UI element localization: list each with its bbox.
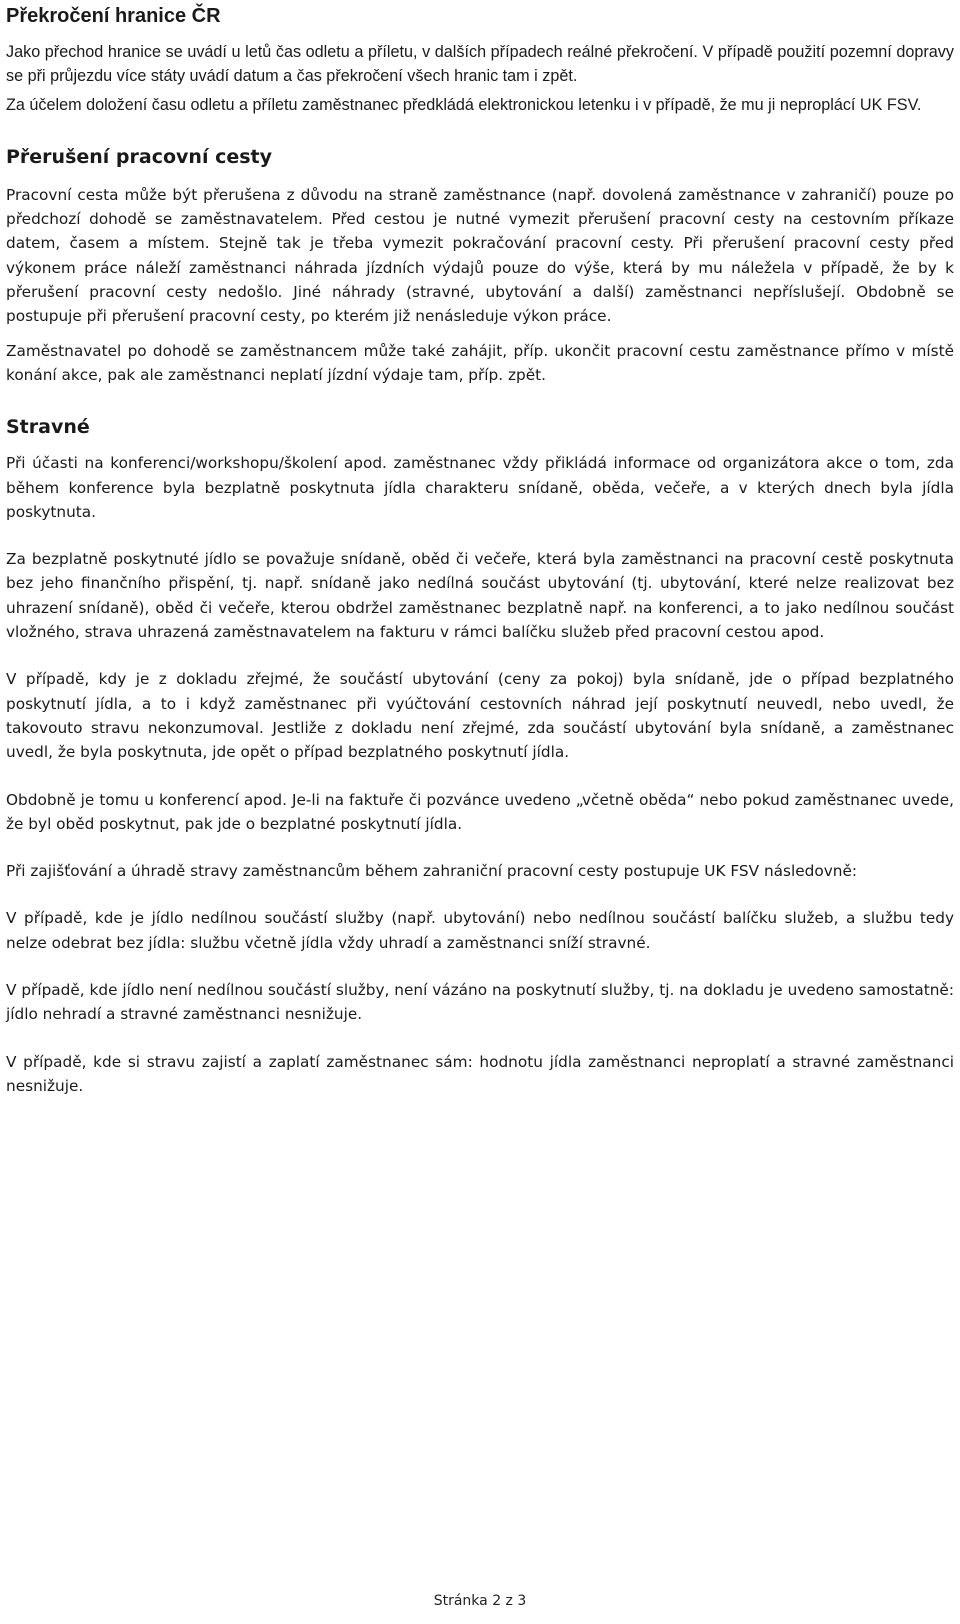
paragraph: Při účasti na konferenci/workshopu/školení apod. zaměstnanec vždy přikládá informace od organizátora akce o tom, zda během konference byla bezplatně poskytnuta jídla charakteru snídaně, oběda, večeře, a v kterých dnech byla jídla poskytnuta. [6, 454, 954, 521]
section-heading: Stravné [6, 416, 90, 439]
paragraph: V případě, kde jídlo není nedílnou součástí služby, není vázáno na poskytnutí služby, tj. na dokladu je uvedeno samostatně: jídlo nehradí a stravné zaměstnanci nesnižuje. [6, 981, 954, 1024]
section-heading: Překročení hranice ČR [6, 5, 221, 27]
paragraph: V případě, kde je jídlo nedílnou součástí služby (např. ubytování) nebo nedílnou součástí balíčku služeb, a službu tedy nelze odebrat bez jídla: službu včetně jídla vždy uhradí a zaměstnanci sníží stravné. [6, 909, 954, 952]
section-meal-allowance [6, 415, 954, 1098]
paragraph: V případě, kde si stravu zajistí a zaplatí zaměstnanec sám: hodnotu jídla zaměstnanci neproplatí a stravné zaměstnanci nesnižuje. [6, 1052, 954, 1095]
section-border-crossing [6, 4, 954, 117]
paragraph: Jako přechod hranice se uvádí u letů čas odletu a příletu, v dalších případech reálné překročení. V případě použití pozemní dopravy se při průjezdu více státy uvádí datum a čas překročení všech hranic tam i zpět. [6, 43, 954, 86]
page-number: Stránka 2 z 3 [433, 1593, 527, 1609]
paragraph: Pracovní cesta může být přerušena z důvodu na straně zaměstnance (např. dovolená zaměstnance v zahraničí) pouze po předchozí dohodě se zaměstnavatelem. Před cestou je nutné vymezit přerušení pracovní cesty na cestovním příkaze datem, časem a místem. Stejně tak je třeba vymezit pokračování pracovní cesty. Při přerušení pracovní cesty před výkonem práce náleží zaměstnanci náhrada jízdních výdajů pouze do výše, která by mu náležela v případě, že by k přerušení pracovní cesty nedošlo. Jiné náhrady (stravné, ubytování a další) zaměstnanci nepříslušejí. Obdobně se postupuje při přerušení pracovní cesty, po kterém již nenásleduje výkon práce. [6, 185, 954, 326]
paragraph: V případě, kdy je z dokladu zřejmé, že součástí ubytování (ceny za pokoj) byla snídaně, jde o případ bezplatného poskytnutí jídla, a to i když zaměstnanec při vyúčtování cestovních náhrad její poskytnutí neuvedl, nebo uvedl, že takovouto stravu nekonzumoval. Jestliže z dokladu není zřejmé, zda součástí ubytování byla snídaně, a zaměstnanec uvedl, že byla poskytnuta, jde opět o případ bezplatného poskytnutí jídla. [6, 670, 954, 762]
paragraph: Za bezplatně poskytnuté jídlo se považuje snídaně, oběd či večeře, která byla zaměstnanci na pracovní cestě poskytnuta bez jeho finančního přispění, tj. např. snídaně jako nedílná součást ubytování (tj. ubytování, které nelze realizovat bez uhrazení snídaně), oběd či večeře, kterou obdržel zaměstnanec bezplatně např. na konferenci, a to jako nedílnou součást vložného, strava uhrazená zaměstnavatelem na fakturu v rámci balíčku služeb před pracovní cestou apod. [6, 550, 954, 642]
paragraph: Za účelem doložení času odletu a příletu zaměstnanec předkládá elektronickou letenku i v případě, že mu ji neproplácí UK FSV. [6, 95, 922, 114]
section-heading: Přerušení pracovní cesty [6, 145, 272, 168]
paragraph: Zaměstnavatel po dohodě se zaměstnancem může také zahájit, příp. ukončit pracovní cestu zaměstnance přímo v místě konání akce, pak ale zaměstnanci neplatí jízdní výdaje tam, příp. zpět. [6, 341, 954, 384]
paragraph: Při zajišťování a úhradě stravy zaměstnancům během zahraniční pracovní cesty postupuje UK FSV následovně: [6, 862, 858, 881]
paragraph: Obdobně je tomu u konferencí apod. Je-li na faktuře či pozvánce uvedeno „včetně oběda“ nebo pokud zaměstnanec uvede, že byl oběd poskytnut, pak jde o bezplatné poskytnutí jídla. [6, 790, 954, 833]
section-trip-interruption [6, 145, 954, 387]
document-body [6, 4, 954, 1098]
